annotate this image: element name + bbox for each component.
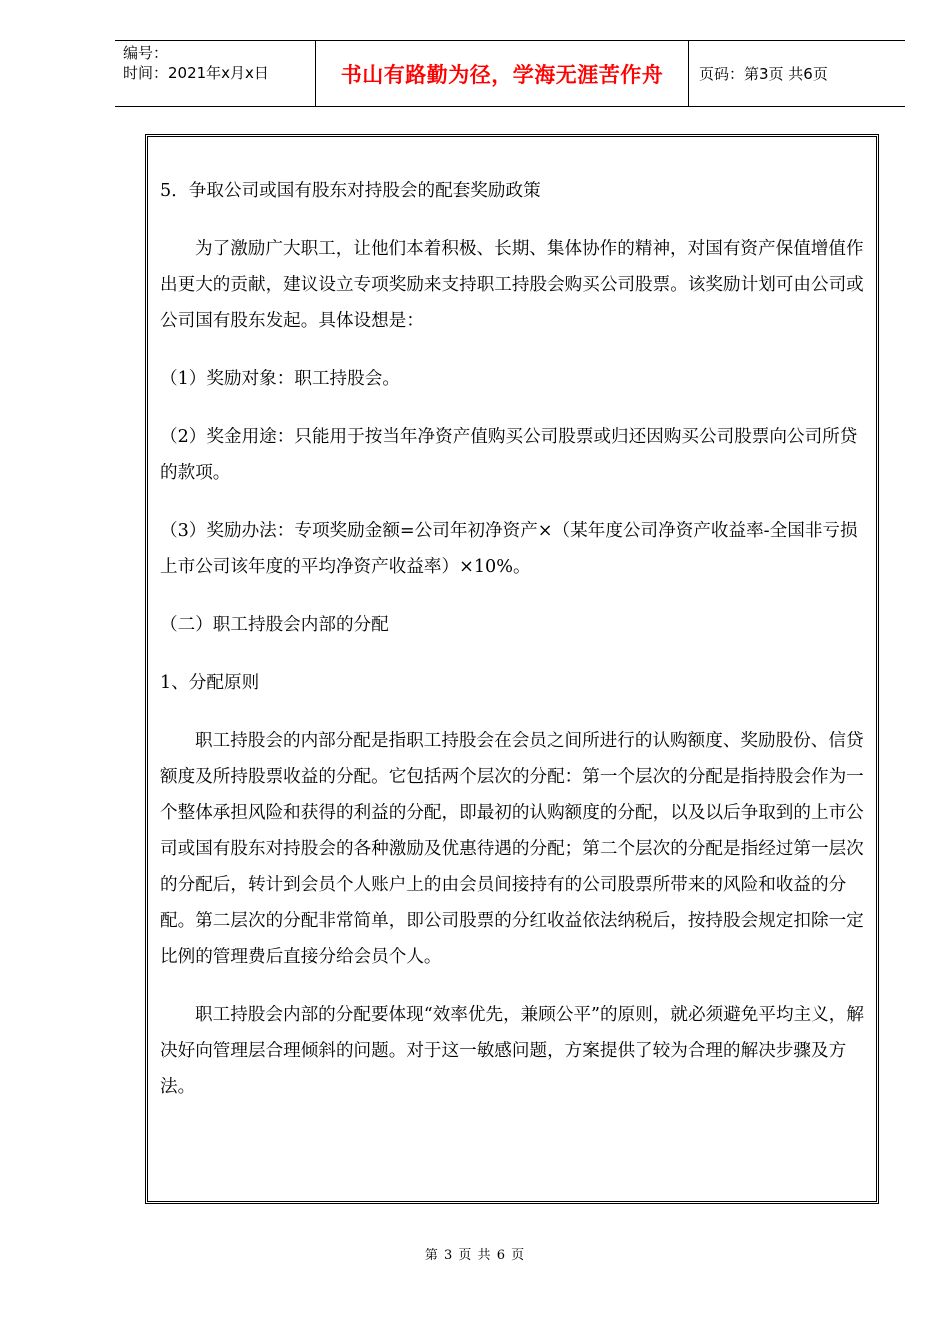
header-page-info: 页码：第3页 共6页: [699, 65, 828, 83]
page-footer: 第 3 页 共 6 页: [424, 1248, 526, 1263]
header-slogan: 书山有路勤为径，学海无涯苦作舟: [316, 41, 689, 106]
section-heading: （二）职工持股会内部的分配: [160, 615, 389, 635]
paragraph: 职工持股会的内部分配是指职工持股会在会员之间所进行的认购额度、奖励股份、信贷额度及所持股票收益的分配。它包括两个层次的分配：第一个层次的分配是指持股会作为一个整体承担风险和获得的利益的分配，即最初的认购额度的分配，以及以后争取到的上市公司或国有股东对持股会的各种激励及优惠待遇的分配；第二个层次的分配是指经过第一层次的分配后，转计到会员个人账户上的由会员间接持有的公司股票所带来的风险和收益的分配。第二层次的分配非常简单，即公司股票的分红收益依法纳税后，按持股会规定扣除一定比例的管理费后直接分给会员个人。: [160, 731, 864, 967]
section-heading: 5．争取公司或国有股东对持股会的配套奖励政策: [160, 181, 541, 201]
document-number-label: 编号：: [123, 44, 169, 62]
content-frame: [145, 134, 879, 1204]
page-header: [115, 40, 905, 107]
document-body: [160, 173, 866, 1105]
list-item: （3）奖励办法：专项奖励金额=公司年初净资产×（某年度公司净资产收益率-全国非亏损上市公司该年度的平均净资产收益率）×10%。: [160, 521, 858, 577]
subsection-heading: 1、分配原则: [160, 673, 260, 693]
document-time-label: 时间：2021年x月x日: [123, 64, 269, 82]
list-item: （1）奖励对象：职工持股会。: [160, 369, 400, 389]
paragraph: 职工持股会内部的分配要体现“效率优先，兼顾公平”的原则，就必须避免平均主义，解决好向管理层合理倾斜的问题。对于这一敏感问题，方案提供了较为合理的解决步骤及方法。: [160, 1005, 864, 1097]
header-meta: [115, 41, 316, 106]
list-item: （2）奖金用途：只能用于按当年净资产值购买公司股票或归还因购买公司股票向公司所贷的款项。: [160, 427, 858, 483]
paragraph: 为了激励广大职工，让他们本着积极、长期、集体协作的精神，对国有资产保值增值作出更大的贡献，建议设立专项奖励来支持职工持股会购买公司股票。该奖励计划可由公司或公司国有股东发起。具体设想是：: [160, 239, 864, 331]
